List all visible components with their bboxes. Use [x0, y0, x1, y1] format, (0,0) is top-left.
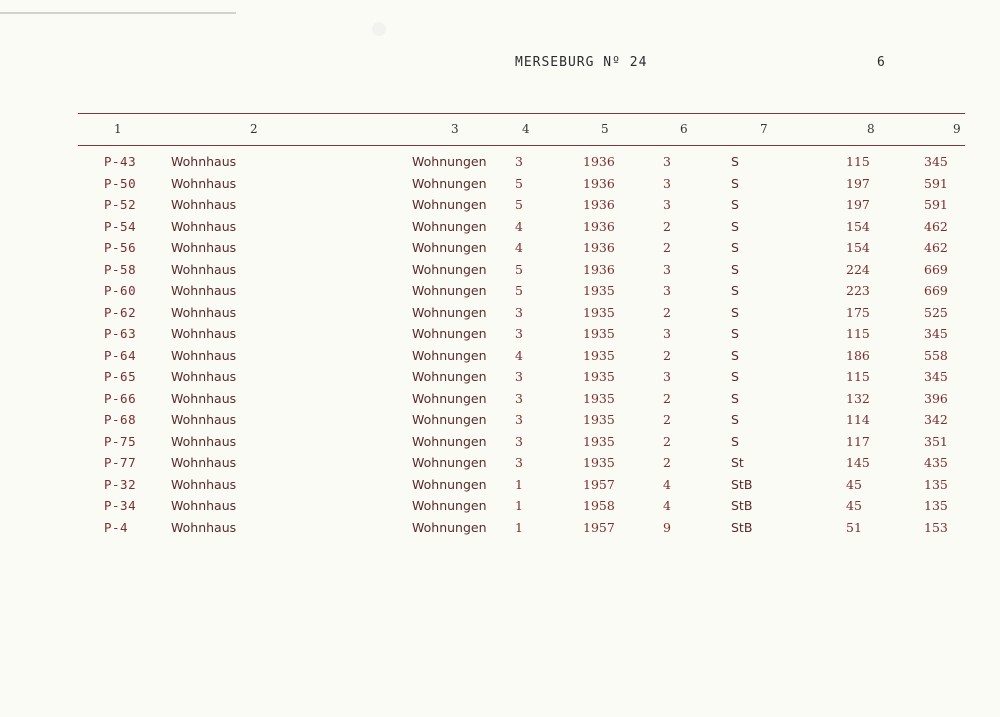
- table-cell-col-8: 197: [846, 197, 870, 212]
- table-cell-col-1: P-43: [104, 154, 137, 169]
- table-cell-col-9: 345: [924, 369, 948, 384]
- table-cell-col-7: St: [731, 455, 744, 470]
- table-cell-col-4: 4: [515, 347, 523, 363]
- table-cell-col-8: 223: [846, 283, 870, 298]
- table-cell-col-1: P-58: [104, 261, 137, 277]
- table-row: [0, 348, 1000, 368]
- table-cell-col-8: 115: [846, 154, 870, 169]
- table-cell-col-5: 1935: [583, 390, 615, 406]
- column-header-7: 7: [760, 122, 768, 136]
- table-cell-col-1: P-62: [104, 304, 137, 320]
- table-cell-col-2: Wohnhaus: [171, 261, 237, 277]
- table-row: [0, 391, 1000, 411]
- table-cell-col-6: 3: [663, 369, 671, 384]
- table-cell-col-1: P-64: [104, 347, 137, 363]
- table-row: [0, 326, 1000, 346]
- table-cell-col-4: 5: [515, 175, 523, 191]
- table-cell-col-5: 1957: [583, 519, 615, 535]
- column-header-1: 1: [114, 122, 122, 136]
- table-cell-col-6: 2: [663, 240, 671, 255]
- table-cell-col-4: 3: [515, 433, 523, 449]
- table-cell-col-3: Wohnungen: [412, 347, 487, 363]
- table-cell-col-3: Wohnungen: [412, 455, 487, 470]
- table-cell-col-5: 1936: [583, 175, 615, 191]
- table-cell-col-6: 2: [663, 390, 671, 406]
- table-top-rule: [78, 113, 965, 114]
- table-cell-col-5: 1935: [583, 304, 615, 320]
- table-cell-col-9: 558: [924, 347, 948, 363]
- column-header-9: 9: [953, 122, 961, 136]
- table-cell-col-8: 145: [846, 455, 870, 470]
- table-cell-col-4: 1: [515, 476, 523, 492]
- table-cell-col-6: 3: [663, 261, 671, 277]
- table-cell-col-2: Wohnhaus: [171, 197, 237, 212]
- table-cell-col-2: Wohnhaus: [171, 154, 237, 169]
- table-cell-col-8: 175: [846, 304, 870, 320]
- table-row: [0, 520, 1000, 540]
- table-cell-col-8: 154: [846, 240, 870, 255]
- table-cell-col-6: 9: [663, 519, 671, 535]
- table-cell-col-5: 1935: [583, 369, 615, 384]
- table-cell-col-1: P-75: [104, 433, 137, 449]
- table-cell-col-6: 3: [663, 197, 671, 212]
- table-cell-col-7: S: [731, 412, 739, 427]
- table-cell-col-4: 3: [515, 326, 523, 341]
- table-cell-col-6: 2: [663, 304, 671, 320]
- table-cell-col-8: 45: [846, 498, 862, 513]
- table-cell-col-9: 135: [924, 498, 948, 513]
- table-cell-col-3: Wohnungen: [412, 498, 487, 513]
- column-header-3: 3: [451, 122, 459, 136]
- table-cell-col-4: 3: [515, 369, 523, 384]
- table-cell-col-1: P-63: [104, 326, 137, 341]
- table-row: [0, 305, 1000, 325]
- table-cell-col-7: S: [731, 326, 739, 341]
- table-cell-col-9: 669: [924, 261, 948, 277]
- table-cell-col-3: Wohnungen: [412, 433, 487, 449]
- table-cell-col-2: Wohnhaus: [171, 390, 237, 406]
- table-cell-col-5: 1935: [583, 326, 615, 341]
- table-cell-col-7: S: [731, 390, 739, 406]
- table-cell-col-5: 1936: [583, 261, 615, 277]
- table-cell-col-7: S: [731, 347, 739, 363]
- table-cell-col-9: 525: [924, 304, 948, 320]
- page-number: 6: [877, 55, 885, 70]
- table-row: [0, 283, 1000, 303]
- table-cell-col-6: 2: [663, 347, 671, 363]
- table-cell-col-7: S: [731, 218, 739, 234]
- table-cell-col-3: Wohnungen: [412, 197, 487, 212]
- table-cell-col-6: 3: [663, 283, 671, 298]
- column-header-4: 4: [522, 122, 530, 136]
- table-cell-col-2: Wohnhaus: [171, 326, 237, 341]
- table-cell-col-7: S: [731, 433, 739, 449]
- table-cell-col-5: 1936: [583, 154, 615, 169]
- table-row: [0, 455, 1000, 475]
- table-cell-col-5: 1935: [583, 433, 615, 449]
- table-cell-col-6: 4: [663, 498, 671, 513]
- table-cell-col-9: 669: [924, 283, 948, 298]
- table-cell-col-1: P-34: [104, 498, 137, 513]
- table-cell-col-1: P-52: [104, 197, 137, 212]
- table-cell-col-4: 5: [515, 283, 523, 298]
- table-row: [0, 498, 1000, 518]
- table-cell-col-3: Wohnungen: [412, 175, 487, 191]
- table-cell-col-2: Wohnhaus: [171, 476, 237, 492]
- table-row: [0, 176, 1000, 196]
- table-cell-col-9: 591: [924, 197, 948, 212]
- table-cell-col-9: 435: [924, 455, 948, 470]
- table-cell-col-1: P-60: [104, 283, 137, 298]
- column-header-8: 8: [867, 122, 875, 136]
- table-cell-col-1: P-77: [104, 455, 137, 470]
- table-cell-col-6: 3: [663, 175, 671, 191]
- table-cell-col-8: 45: [846, 476, 862, 492]
- table-cell-col-7: StB: [731, 498, 753, 513]
- table-cell-col-3: Wohnungen: [412, 218, 487, 234]
- table-cell-col-9: 396: [924, 390, 948, 406]
- table-cell-col-7: S: [731, 240, 739, 255]
- table-cell-col-9: 462: [924, 240, 948, 255]
- table-cell-col-3: Wohnungen: [412, 154, 487, 169]
- table-cell-col-5: 1935: [583, 283, 615, 298]
- table-cell-col-7: StB: [731, 519, 753, 535]
- table-cell-col-7: S: [731, 304, 739, 320]
- table-cell-col-2: Wohnhaus: [171, 347, 237, 363]
- table-cell-col-4: 3: [515, 412, 523, 427]
- table-row: [0, 477, 1000, 497]
- table-cell-col-8: 115: [846, 326, 870, 341]
- table-cell-col-1: P-4: [104, 519, 129, 535]
- table-cell-col-9: 345: [924, 326, 948, 341]
- table-cell-col-1: P-66: [104, 390, 137, 406]
- table-cell-col-2: Wohnhaus: [171, 218, 237, 234]
- table-cell-col-2: Wohnhaus: [171, 519, 237, 535]
- column-header-5: 5: [601, 122, 609, 136]
- table-cell-col-5: 1935: [583, 455, 615, 470]
- table-row: [0, 369, 1000, 389]
- table-cell-col-4: 3: [515, 390, 523, 406]
- table-cell-col-7: S: [731, 369, 739, 384]
- table-cell-col-4: 5: [515, 197, 523, 212]
- table-cell-col-7: StB: [731, 476, 753, 492]
- table-cell-col-1: P-68: [104, 412, 137, 427]
- table-cell-col-9: 342: [924, 412, 948, 427]
- table-cell-col-8: 224: [846, 261, 870, 277]
- table-cell-col-3: Wohnungen: [412, 261, 487, 277]
- table-cell-col-4: 3: [515, 455, 523, 470]
- table-cell-col-4: 1: [515, 498, 523, 513]
- scan-mark: [0, 12, 236, 14]
- table-cell-col-9: 591: [924, 175, 948, 191]
- table-cell-col-9: 351: [924, 433, 948, 449]
- table-cell-col-9: 153: [924, 519, 948, 535]
- table-cell-col-2: Wohnhaus: [171, 455, 237, 470]
- table-row: [0, 412, 1000, 432]
- punch-hole: [372, 22, 386, 36]
- table-cell-col-2: Wohnhaus: [171, 412, 237, 427]
- table-cell-col-8: 154: [846, 218, 870, 234]
- table-cell-col-8: 132: [846, 390, 870, 406]
- table-cell-col-4: 5: [515, 261, 523, 277]
- column-header-2: 2: [250, 122, 258, 136]
- table-cell-col-8: 115: [846, 369, 870, 384]
- table-cell-col-4: 1: [515, 519, 523, 535]
- table-cell-col-8: 186: [846, 347, 870, 363]
- column-header-6: 6: [680, 122, 688, 136]
- table-cell-col-5: 1935: [583, 412, 615, 427]
- table-cell-col-8: 114: [846, 412, 870, 427]
- table-cell-col-5: 1957: [583, 476, 615, 492]
- table-cell-col-9: 462: [924, 218, 948, 234]
- table-cell-col-4: 4: [515, 218, 523, 234]
- table-cell-col-6: 3: [663, 326, 671, 341]
- table-cell-col-3: Wohnungen: [412, 304, 487, 320]
- table-cell-col-1: P-65: [104, 369, 137, 384]
- table-cell-col-4: 3: [515, 304, 523, 320]
- table-cell-col-6: 2: [663, 433, 671, 449]
- table-cell-col-4: 4: [515, 240, 523, 255]
- table-cell-col-3: Wohnungen: [412, 326, 487, 341]
- table-cell-col-3: Wohnungen: [412, 519, 487, 535]
- table-row: [0, 197, 1000, 217]
- table-cell-col-3: Wohnungen: [412, 390, 487, 406]
- table-cell-col-5: 1958: [583, 498, 615, 513]
- table-cell-col-7: S: [731, 283, 739, 298]
- table-cell-col-2: Wohnhaus: [171, 498, 237, 513]
- table-cell-col-6: 4: [663, 476, 671, 492]
- table-row: [0, 262, 1000, 282]
- table-cell-col-7: S: [731, 175, 739, 191]
- table-row: [0, 219, 1000, 239]
- table-cell-col-3: Wohnungen: [412, 240, 487, 255]
- table-cell-col-5: 1936: [583, 197, 615, 212]
- table-cell-col-7: S: [731, 261, 739, 277]
- table-cell-col-1: P-56: [104, 240, 137, 255]
- document-title: MERSEBURG Nº 24: [515, 55, 648, 70]
- table-row: [0, 240, 1000, 260]
- table-cell-col-3: Wohnungen: [412, 283, 487, 298]
- table-cell-col-9: 135: [924, 476, 948, 492]
- table-cell-col-5: 1935: [583, 347, 615, 363]
- table-cell-col-2: Wohnhaus: [171, 240, 237, 255]
- table-cell-col-2: Wohnhaus: [171, 433, 237, 449]
- table-cell-col-8: 197: [846, 175, 870, 191]
- table-row: [0, 434, 1000, 454]
- table-cell-col-4: 3: [515, 154, 523, 169]
- table-cell-col-5: 1936: [583, 240, 615, 255]
- table-cell-col-1: P-32: [104, 476, 137, 492]
- table-cell-col-1: P-54: [104, 218, 137, 234]
- table-cell-col-5: 1936: [583, 218, 615, 234]
- table-cell-col-2: Wohnhaus: [171, 304, 237, 320]
- table-cell-col-3: Wohnungen: [412, 412, 487, 427]
- table-cell-col-2: Wohnhaus: [171, 175, 237, 191]
- table-cell-col-6: 2: [663, 218, 671, 234]
- table-cell-col-7: S: [731, 197, 739, 212]
- table-cell-col-6: 2: [663, 455, 671, 470]
- table-cell-col-7: S: [731, 154, 739, 169]
- table-cell-col-1: P-50: [104, 175, 137, 191]
- table-cell-col-3: Wohnungen: [412, 476, 487, 492]
- table-header-rule: [78, 145, 965, 146]
- table-cell-col-9: 345: [924, 154, 948, 169]
- table-cell-col-8: 117: [846, 433, 870, 449]
- table-cell-col-2: Wohnhaus: [171, 283, 237, 298]
- table-cell-col-6: 3: [663, 154, 671, 169]
- table-cell-col-8: 51: [846, 519, 862, 535]
- table-row: [0, 154, 1000, 174]
- table-cell-col-2: Wohnhaus: [171, 369, 237, 384]
- table-cell-col-3: Wohnungen: [412, 369, 487, 384]
- table-cell-col-6: 2: [663, 412, 671, 427]
